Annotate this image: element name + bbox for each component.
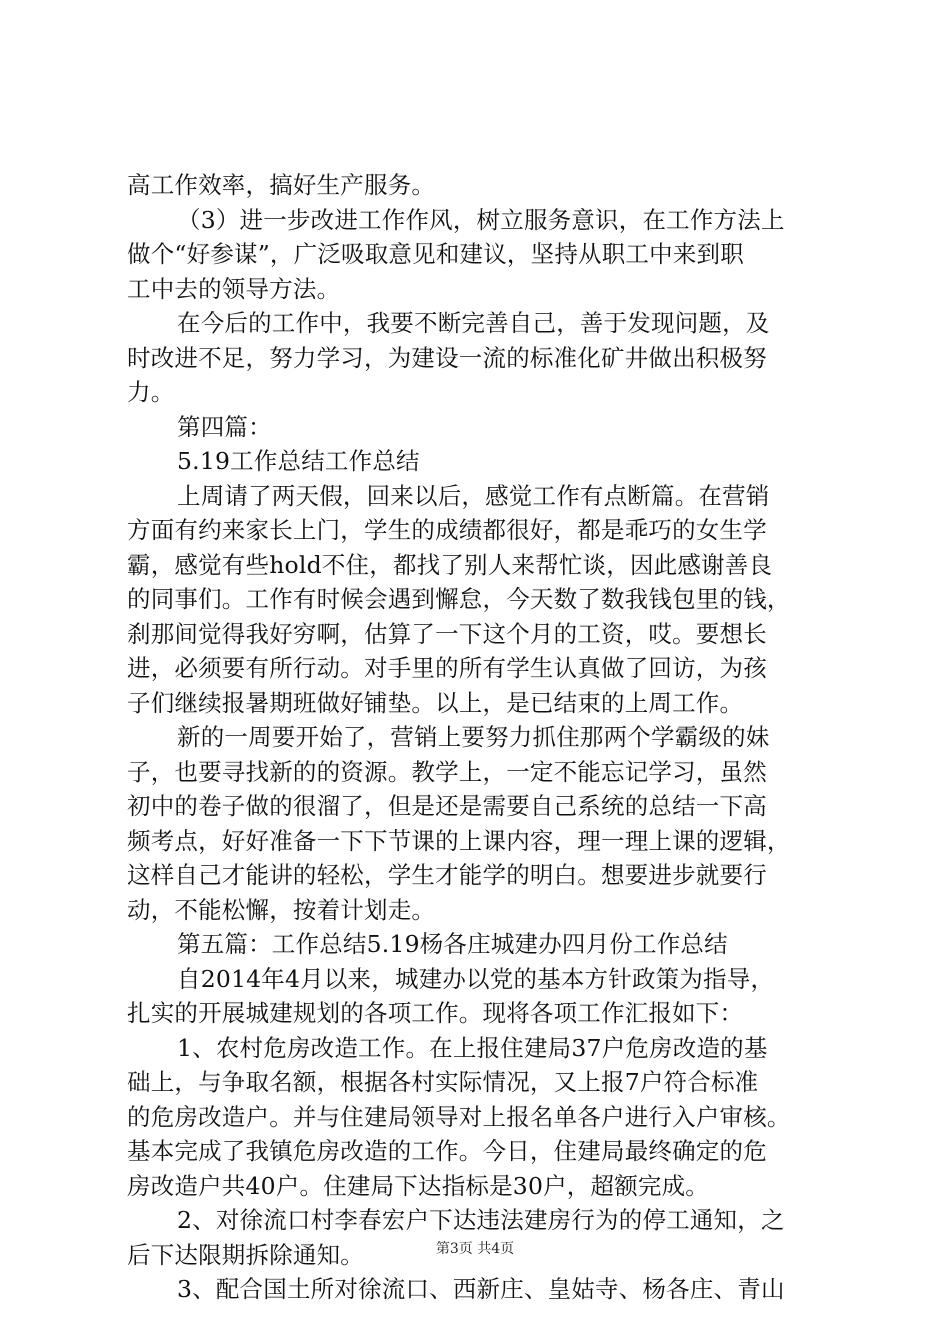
text-line: 基本完成了我镇危房改造的工作。今日，住建局最终确定的危	[127, 1137, 767, 1165]
text-line: 第四篇：	[177, 412, 272, 441]
text-line: 做个“好参谋”，广泛吸取意见和建议，坚持从职工中来到职	[127, 240, 744, 268]
text-line: 的同事们。工作有时候会遇到懈怠，今天数了数我钱包里的钱，	[127, 585, 791, 613]
text-line: 在今后的工作中，我要不断完善自己，善于发现问题，及	[177, 309, 770, 337]
text-line: 新的一周要开始了，营销上要努力抓住那两个学霸级的妹	[177, 723, 770, 751]
text-line: 子，也要寻找新的的资源。教学上，一定不能忘记学习，虽然	[127, 757, 767, 786]
text-line: 子们继续报暑期班做好铺垫。以上，是已结束的上周工作。	[127, 688, 744, 717]
text-line: 高工作效率，搞好生产服务。	[127, 171, 436, 199]
text-line: 的危房改造户。并与住建局领导对上报名单各户进行入户审核。	[127, 1102, 791, 1131]
text-line: 初中的卷子做的很溜了，但是还是需要自己系统的总结一下高	[127, 792, 767, 820]
text-line: 自2014年4月以来，城建办以党的基本方针政策为指导，	[177, 964, 775, 993]
text-line: 力。	[127, 378, 175, 406]
text-line: 频考点，好好准备一下下节课的上课内容，理一理上课的逻辑，	[127, 826, 791, 855]
page-footer: 第3页 共4页	[435, 1241, 515, 1257]
text-line: 5.19工作总结工作总结	[177, 447, 420, 475]
text-line: 工中去的领导方法。	[127, 274, 341, 303]
text-line: 这样自己才能讲的轻松，学生才能学的明白。想要进步就要行	[127, 861, 767, 889]
text-line: 霸，感觉有些hold不住，都找了别人来帮忙谈，因此感谢善良	[127, 550, 773, 579]
text-line: 第五篇：工作总结5.19杨各庄城建办四月份工作总结	[177, 930, 728, 958]
text-line: 上周请了两天假，回来以后，感觉工作有点断篇。在营销	[177, 481, 770, 510]
text-line: 3、配合国土所对徐流口、西新庄、皇姑寺、杨各庄、青山	[177, 1275, 785, 1303]
text-line: 方面有约来家长上门，学生的成绩都很好，都是乖巧的女生学	[127, 516, 767, 544]
document-body	[127, 168, 827, 1307]
text-line: 刹那间觉得我好穷啊，估算了一下这个月的工资，哎。要想长	[127, 619, 767, 648]
text-line: 进，必须要有所行动。对手里的所有学生认真做了回访，为孩	[127, 654, 767, 682]
text-line: 1、农村危房改造工作。在上报住建局37户危房改造的基	[177, 1033, 768, 1062]
text-line: 时改进不足，努力学习，为建设一流的标准化矿井做出积极努	[127, 343, 767, 372]
text-line: 动，不能松懈，按着计划走。	[127, 895, 436, 924]
text-line: 扎实的开展城建规划的各项工作。现将各项工作汇报如下：	[127, 999, 744, 1027]
text-line: 后下达限期拆除通知。	[127, 1240, 364, 1269]
text-line: 房改造户共40户。住建局下达指标是30户，超额完成。	[127, 1171, 710, 1200]
text-line: 2、对徐流口村李春宏户下达违法建房行为的停工通知，之	[177, 1206, 785, 1234]
text-line: （3）进一步改进工作作风，树立服务意识，在工作方法上	[177, 205, 785, 234]
text-line: 础上，与争取名额，根据各村实际情况，又上报7户符合标准	[127, 1068, 759, 1096]
